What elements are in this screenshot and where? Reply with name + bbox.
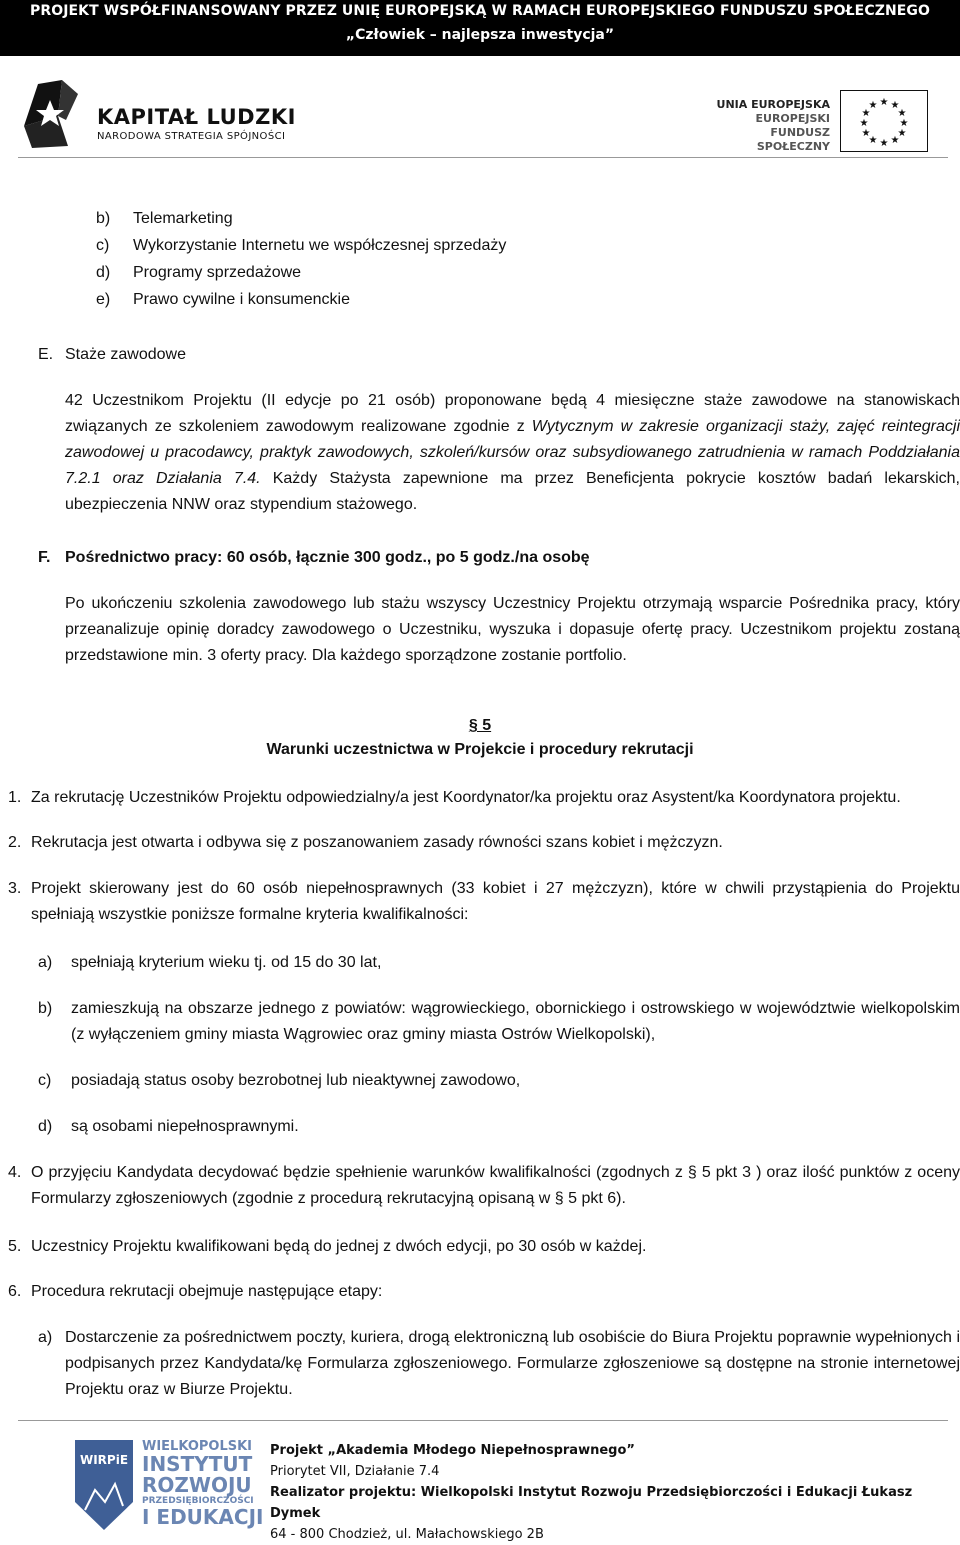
- header-divider: [18, 157, 948, 158]
- criterion-item: posiadają status osoby bezrobotnej lub nieaktywnej zawodowo,: [71, 1072, 521, 1089]
- svg-text:★: ★: [859, 118, 869, 129]
- svg-text:★: ★: [861, 108, 871, 119]
- inst-line4: PRZEDSIĘBIORCZOŚCI: [142, 1496, 254, 1506]
- svg-text:★: ★: [897, 128, 907, 139]
- ue-text: [700, 98, 830, 154]
- eu-flag-icon: [840, 90, 928, 152]
- list-item: Projekt skierowany jest do 60 osób niepełnosprawnych (33 kobiet i 27 mężczyzn), które w chwili przystąpienia do Projektu spełniają wszystkie poniższe formalne kryteria kwalifikalności:: [31, 880, 960, 923]
- item-number: 6.: [8, 1283, 22, 1300]
- svg-text:★: ★: [879, 97, 889, 108]
- kl-subtitle: NARODOWA STRATEGIA SPÓJNOŚCI: [97, 131, 286, 142]
- section-e-title: Staże zawodowe: [65, 346, 186, 363]
- section-f-title: Pośrednictwo pracy: 60 osób, łącznie 300 godz., po 5 godz./na osobę: [65, 549, 590, 566]
- wirp-logo-icon: [75, 1440, 133, 1530]
- footer-address: 64 - 800 Chodzież, ul. Małachowskiego 2B: [270, 1527, 544, 1542]
- list-item: d): [96, 264, 111, 281]
- step-marker: a): [38, 1329, 53, 1346]
- section-e-marker: E.: [38, 346, 54, 363]
- footer-realizer: Realizator projektu: Wielkopolski Instytut Rozwoju Przedsiębiorczości i Edukacji Łukasz Dymek: [270, 1485, 913, 1521]
- list-item-text: Wykorzystanie Internetu we współczesnej sprzedaży: [133, 237, 507, 254]
- list-item-text: Prawo cywilne i konsumenckie: [133, 291, 350, 308]
- criterion-marker: d): [38, 1118, 53, 1135]
- svg-text:★: ★: [868, 135, 878, 146]
- criterion-item: są osobami niepełnosprawnymi.: [71, 1118, 299, 1135]
- list-item-text: Programy sprzedażowe: [133, 264, 302, 281]
- list-item-text: Telemarketing: [133, 210, 233, 227]
- list-item: e): [96, 291, 111, 308]
- kapital-ludzki-text: [97, 105, 296, 142]
- inst-line1: WIELKOPOLSKI: [142, 1439, 253, 1454]
- list-item: Uczestnicy Projektu kwalifikowani będą do jednej z dwóch edycji, po 30 osób w każdej.: [31, 1238, 647, 1255]
- wirp-badge-text: WIRPiE: [79, 1453, 129, 1467]
- inst-line2: INSTYTUT: [142, 1452, 253, 1476]
- criterion-item: zamieszkują na obszarze jednego z powiatów: wągrowieckiego, obornickiego i ostrowskiego w województwie wielkopolskim (z wyłączeniem gminy miasta Wągrowiec oraz gminy miasta Ostrów Wielkopolski),: [71, 1000, 960, 1043]
- banner-line1: PROJEKT WSPÓŁFINANSOWANY PRZEZ UNIĘ EUROPEJSKĄ W RAMACH EUROPEJSKIEGO FUNDUSZU SPOŁECZNEGO: [29, 3, 931, 19]
- section-f-paragraph: Po ukończeniu szkolenia zawodowego lub stażu wszyscy Uczestnicy Projektu otrzymają wsparcie Pośrednika pracy, który przeanalizuje opinię doradcy zawodowego o Uczestniku, wyszuka i dopasuje ofertę pracy. Uczestnikom projektu zostaną przedstawione min. 3 oferty pracy. Dla każdego sporządzone zostanie portfolio.: [65, 595, 960, 664]
- svg-text:★: ★: [897, 108, 907, 119]
- criterion-item: spełniają kryterium wieku tj. od 15 do 30 lat,: [71, 954, 382, 971]
- inst-line3: ROZWOJU: [142, 1473, 252, 1497]
- footer-info: [270, 1440, 960, 1545]
- list-item: O przyjęciu Kandydata decydować będzie spełnienie warunków kwalifikalności (zgodnych z § 5 pkt 3 ) oraz ilość punktów z oceny Formularzy zgłoszeniowych (zgodnie z procedurą rekrutacyjną opisaną w § 5 pkt 6).: [31, 1164, 960, 1207]
- footer-project: Projekt „Akademia Młodego Niepełnosprawnego”: [270, 1443, 635, 1458]
- svg-text:★: ★: [861, 128, 871, 139]
- item-number: 4.: [8, 1164, 22, 1181]
- ue-line3: FUNDUSZ SPOŁECZNY: [756, 126, 830, 153]
- kl-title: KAPITAŁ LUDZKI: [97, 105, 296, 129]
- section-e-paragraph: 42 Uczestnikom Projektu (II edycje po 21 osób) proponowane będą 4 miesięczne staże zawodowe na stanowiskach związanych ze szkoleniem zawodowym realizowane zgodnie z Wytycznym w zakresie organizacji staży, zajęć reintegracji zawodowej u pracodawcy, praktyk zawodowych, szkoleń/kursów oraz subsydiowanego zatrudnienia w ramach Poddziałania 7.2.1 oraz Działania 7.4. Każdy Stażysta zapewnione ma przez Beneficjenta pokrycie kosztów badań lekarskich, ubezpieczenia NNW oraz stypendium stażowego.: [65, 392, 960, 513]
- list-item: c): [96, 237, 110, 254]
- footer-priority: Priorytet VII, Działanie 7.4: [270, 1464, 440, 1479]
- item-number: 5.: [8, 1238, 22, 1255]
- criterion-marker: c): [38, 1072, 52, 1089]
- svg-text:★: ★: [890, 135, 900, 146]
- eu-banner: [0, 0, 960, 56]
- ue-line1: UNIA EUROPEJSKA: [716, 98, 830, 111]
- list-item: Za rekrutację Uczestników Projektu odpowiedzialny/a jest Koordynator/ka projektu oraz Asystent/ka Koordynatora projektu.: [31, 789, 901, 806]
- svg-text:★: ★: [879, 138, 889, 149]
- svg-text:★: ★: [899, 118, 909, 129]
- footer-divider: [18, 1420, 948, 1421]
- item-number: 1.: [8, 789, 22, 806]
- list-item: Procedura rekrutacji obejmuje następujące etapy:: [31, 1283, 383, 1300]
- institute-logo-text: [142, 1440, 263, 1528]
- section-title: Warunki uczestnictwa w Projekcie i procedury rekrutacji: [266, 741, 694, 758]
- list-item: Rekrutacja jest otwarta i odbywa się z poszanowaniem zasady równości szans kobiet i mężczyzn.: [31, 834, 723, 851]
- inst-line5: I EDUKACJI: [142, 1505, 264, 1529]
- section-f-marker: F.: [38, 549, 51, 566]
- svg-text:★: ★: [890, 100, 900, 111]
- section-number: § 5: [468, 717, 492, 734]
- kapital-ludzki-logo-icon: [18, 76, 96, 156]
- item-number: 3.: [8, 880, 22, 897]
- ue-line2: EUROPEJSKI: [755, 112, 830, 125]
- list-item: b): [96, 210, 111, 227]
- banner-line2: „Człowiek – najlepsza inwestycja”: [345, 27, 615, 43]
- criterion-marker: a): [38, 954, 53, 971]
- svg-text:★: ★: [868, 100, 878, 111]
- criterion-marker: b): [38, 1000, 53, 1017]
- step-item: Dostarczenie za pośrednictwem poczty, kuriera, drogą elektroniczną lub osobiście do Biura Projektu poprawnie wypełnionych i podpisanych przez Kandydata/kę Formularza zgłoszeniowego. Formularze zgłoszeniowe są dostępne na stronie internetowej Projektu oraz w Biurze Projektu.: [65, 1329, 960, 1398]
- item-number: 2.: [8, 834, 22, 851]
